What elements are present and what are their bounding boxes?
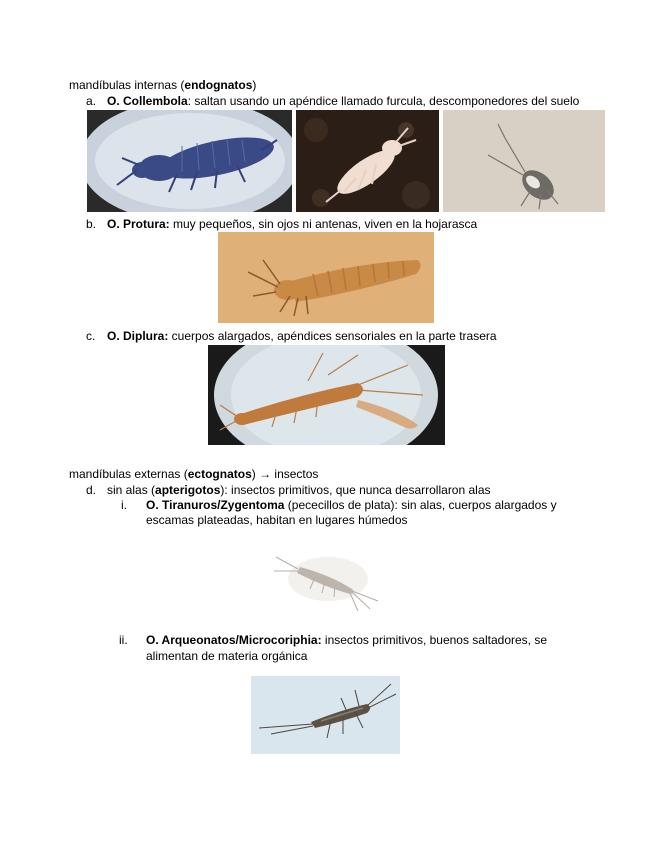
list-marker-i: i. — [121, 498, 127, 512]
list-item-diplura: O. Diplura: cuerpos alargados, apéndices sensoriales en la parte trasera — [107, 329, 497, 343]
list-item-protura: O. Protura: muy pequeños, sin ojos ni antenas, viven en la hojarasca — [107, 217, 478, 231]
silverfish-image — [270, 545, 384, 613]
collembola-blue-microscope-image — [87, 110, 292, 212]
list-marker-c: c. — [86, 329, 96, 343]
list-item-apterigotos: sin alas (apterigotos): insectos primitivos, que nunca desarrollaron alas — [107, 483, 491, 497]
collembola-grey-specimen-image — [443, 110, 605, 212]
collembola-white-on-soil-image — [296, 110, 439, 212]
section-heading-endognatos: mandíbulas internas (endognatos) — [69, 78, 257, 92]
list-item-zygentoma: O. Tiranuros/Zygentoma (pececillos de plata): sin alas, cuerpos alargados y — [146, 498, 557, 512]
list-item-microcoriphia-line2: alimentan de materia orgánica — [146, 649, 308, 663]
list-item-microcoriphia: O. Arqueonatos/Microcoriphia: insectos primitivos, buenos saltadores, se — [146, 633, 548, 647]
list-marker-a: a. — [86, 94, 97, 108]
list-item-collembola: O. Collembola: saltan usando un apéndice llamado furcula, descomponedores del suelo — [107, 94, 580, 108]
list-marker-d: d. — [86, 483, 97, 497]
section-heading-ectognatos: mandíbulas externas (ectognatos) → insectos — [69, 467, 319, 481]
list-item-zygentoma-line2: escamas plateadas, habitan en lugares húmedos — [146, 513, 408, 527]
jumping-bristletail-image — [251, 676, 400, 754]
protura-image — [218, 232, 434, 323]
list-marker-b: b. — [86, 217, 97, 231]
list-marker-ii: ii. — [119, 633, 128, 647]
diplura-image — [208, 345, 445, 445]
